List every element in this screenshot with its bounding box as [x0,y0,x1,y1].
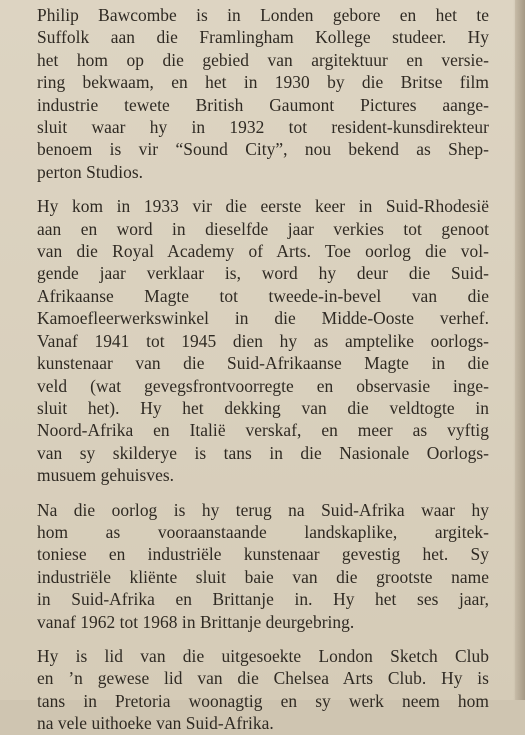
text-line: Noord-Afrika en Italië verskaf, en meer as vyftig [37,420,489,441]
text-line: na vele uithoeke van Suid-Afrika. [37,713,274,734]
text-line: ring bekwaam, en het in 1930 by die Britse film [37,72,489,93]
text-line: industriële kliënte sluit baie van die grootste name [37,566,489,587]
text-line: gende jaar verklaar is, word hy deur die Suid- [37,263,489,284]
text-line: Na die oorlog is hy terug na Suid-Afrika waar hy [37,499,489,520]
text-line: kunstenaar van die Suid-Afrikaanse Magte in die [37,353,489,374]
text-line: vanaf 1962 tot 1968 in Brittanje deurgebring. [37,611,355,632]
text-line: Hy is lid van die uitgesoekte London Sketch Club [37,645,489,666]
text-column [37,4,489,734]
page-edge-shadow [513,0,525,700]
text-line: hom as vooraanstaande landskaplike, argitek- [37,521,489,542]
text-line: Afrikaanse Magte tot tweede-in-bevel van die [37,285,489,306]
paragraph-3 [37,499,489,633]
text-line: sluit het). Hy het dekking van die veldtogte in [37,397,489,418]
text-line: tans in Pretoria woonagtig en sy werk neem hom [37,690,489,711]
text-line: van die Royal Academy of Arts. Toe oorlog die vol- [37,241,489,262]
text-line: van sy skilderye is tans in die Nasionale Oorlogs- [37,442,489,463]
paragraph-2 [37,195,489,486]
text-line: sluit waar hy in 1932 tot resident-kunsdirekteur [37,117,489,138]
paragraph-1 [37,4,489,183]
text-line: aan en word in dieselfde jaar verkies tot genoot [37,218,489,239]
text-line: Hy kom in 1933 vir die eerste keer in Suid-Rhodesië [37,196,489,217]
text-line: perton Studios. [37,161,144,182]
text-line: benoem is vir “Sound City”, nou bekend as Shep- [37,139,489,160]
text-line: veld (wat gevegsfrontvoorregte en observasie inge- [37,375,489,396]
text-line: musuem gehuisves. [37,465,175,486]
text-line: Suffolk aan die Framlingham Kollege studeer. Hy [37,27,489,48]
text-line: Kamoefleerwerkswinkel in die Midde-Ooste verhef. [37,308,489,329]
text-line: Vanaf 1941 tot 1945 dien hy as amptelike oorlogs- [37,330,489,351]
text-line: in Suid-Afrika en Brittanje in. Hy het ses jaar, [37,589,489,610]
text-line: industrie tewete British Gaumont Pictures aange- [37,94,489,115]
text-line: en ’n gewese lid van die Chelsea Arts Club. Hy is [37,668,489,689]
text-line: toniese en industriële kunstenaar gevestig het. Sy [37,544,489,565]
text-line: het hom op die gebied van argitektuur en versie- [37,49,489,70]
paragraph-4 [37,645,489,734]
text-line: Philip Bawcombe is in Londen gebore en het te [37,5,489,25]
